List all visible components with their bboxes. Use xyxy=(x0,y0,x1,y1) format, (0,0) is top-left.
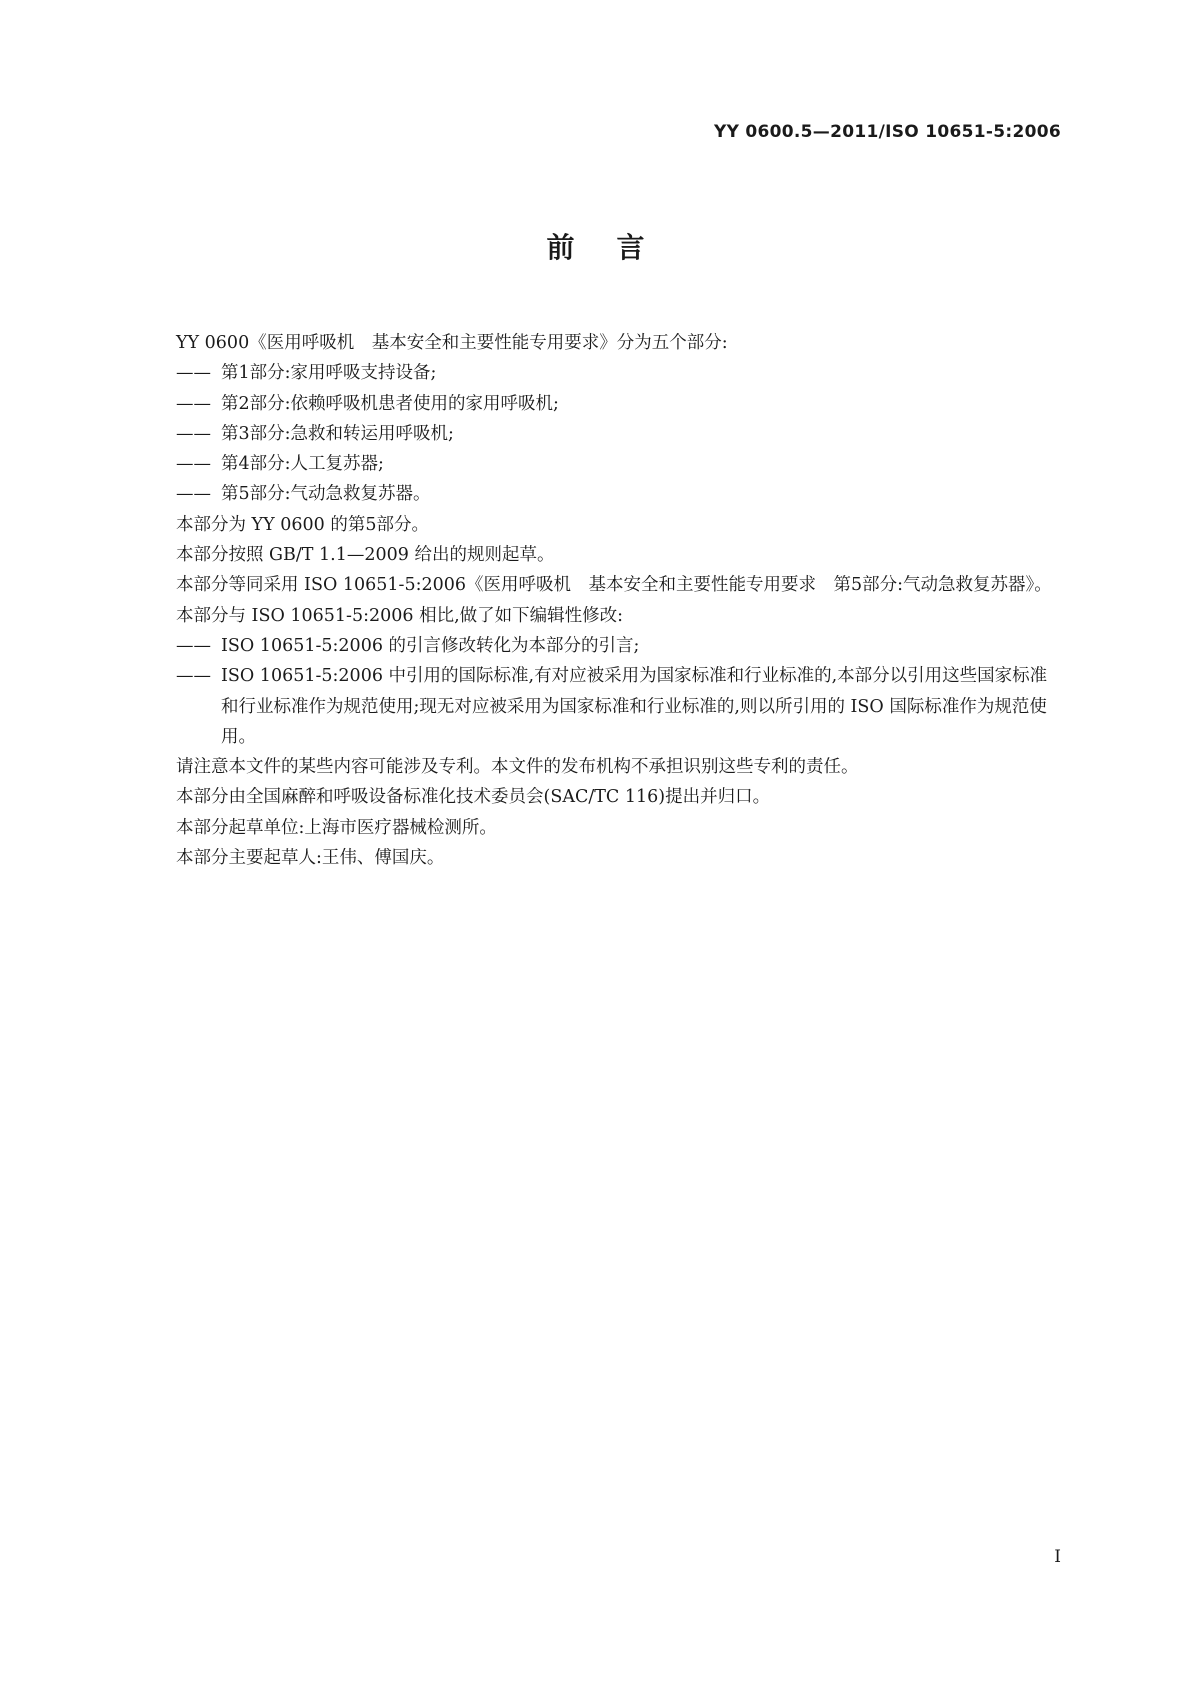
paragraph-drafting-unit: 本部分起草单位:上海市医疗器械检测所。 xyxy=(176,817,497,838)
dash-marker: —— xyxy=(176,363,211,384)
paragraph-drafters: 本部分主要起草人:王伟、傅国庆。 xyxy=(176,848,445,869)
list-item-text: ISO 10651-5:2006 的引言修改转化为本部分的引言; xyxy=(221,635,640,656)
paragraph-series-intro: YY 0600《医用呼吸机 基本安全和主要性能专用要求》分为五个部分: xyxy=(176,333,728,353)
list-item-part-1 xyxy=(131,358,1061,388)
list-item-text: 第5部分:气动急救复苏器。 xyxy=(221,484,431,505)
list-item-part-4 xyxy=(131,449,1061,479)
list-item-change-1 xyxy=(131,631,1061,661)
paragraph-changes-intro: 本部分与 ISO 10651-5:2006 相比,做了如下编辑性修改: xyxy=(176,605,624,626)
dash-marker: —— xyxy=(176,635,211,656)
page-number: I xyxy=(1054,1547,1061,1567)
paragraph-patent-notice: 请注意本文件的某些内容可能涉及专利。本文件的发布机构不承担识别这些专利的责任。 xyxy=(176,757,859,778)
paragraph-drafting-rules: 本部分按照 GB/T 1.1—2009 给出的规则起草。 xyxy=(176,545,555,566)
list-item-change-2 xyxy=(131,661,1061,752)
page-title: 前言 xyxy=(546,231,687,264)
list-item-part-2 xyxy=(131,389,1061,419)
list-item-part-5 xyxy=(131,479,1061,509)
list-item-text: ISO 10651-5:2006 中引用的国际标准,有对应被采用为国家标准和行业标准的,本部分以引用这些国家标准和行业标准作为规范使用;现无对应被采用为国家标准和行业标准的,则以所引用的 ISO 国际标准作为规范使用。 xyxy=(221,666,1048,747)
dash-marker: —— xyxy=(176,484,211,505)
list-item-text: 第3部分:急救和转运用呼吸机; xyxy=(221,423,454,444)
dash-marker: —— xyxy=(176,454,211,475)
paragraph-committee: 本部分由全国麻醉和呼吸设备标准化技术委员会(SAC/TC 116)提出并归口。 xyxy=(176,787,771,808)
dash-marker: —— xyxy=(176,666,211,687)
foreword-body xyxy=(131,328,1061,873)
paragraph-part-number: 本部分为 YY 0600 的第5部分。 xyxy=(176,514,429,535)
list-item-text: 第4部分:人工复苏器; xyxy=(221,454,384,475)
list-item-part-3 xyxy=(131,419,1061,449)
list-item-text: 第2部分:依赖呼吸机患者使用的家用呼吸机; xyxy=(221,393,559,414)
dash-marker: —— xyxy=(176,393,211,414)
paragraph-adoption: 本部分等同采用 ISO 10651-5:2006《医用呼吸机 基本安全和主要性能专用要求 第5部分:气动急救复苏器》。 xyxy=(176,575,1052,596)
standard-code-header: YY 0600.5—2011/ISO 10651-5:2006 xyxy=(713,122,1061,142)
list-item-text: 第1部分:家用呼吸支持设备; xyxy=(221,363,437,384)
dash-marker: —— xyxy=(176,423,211,444)
